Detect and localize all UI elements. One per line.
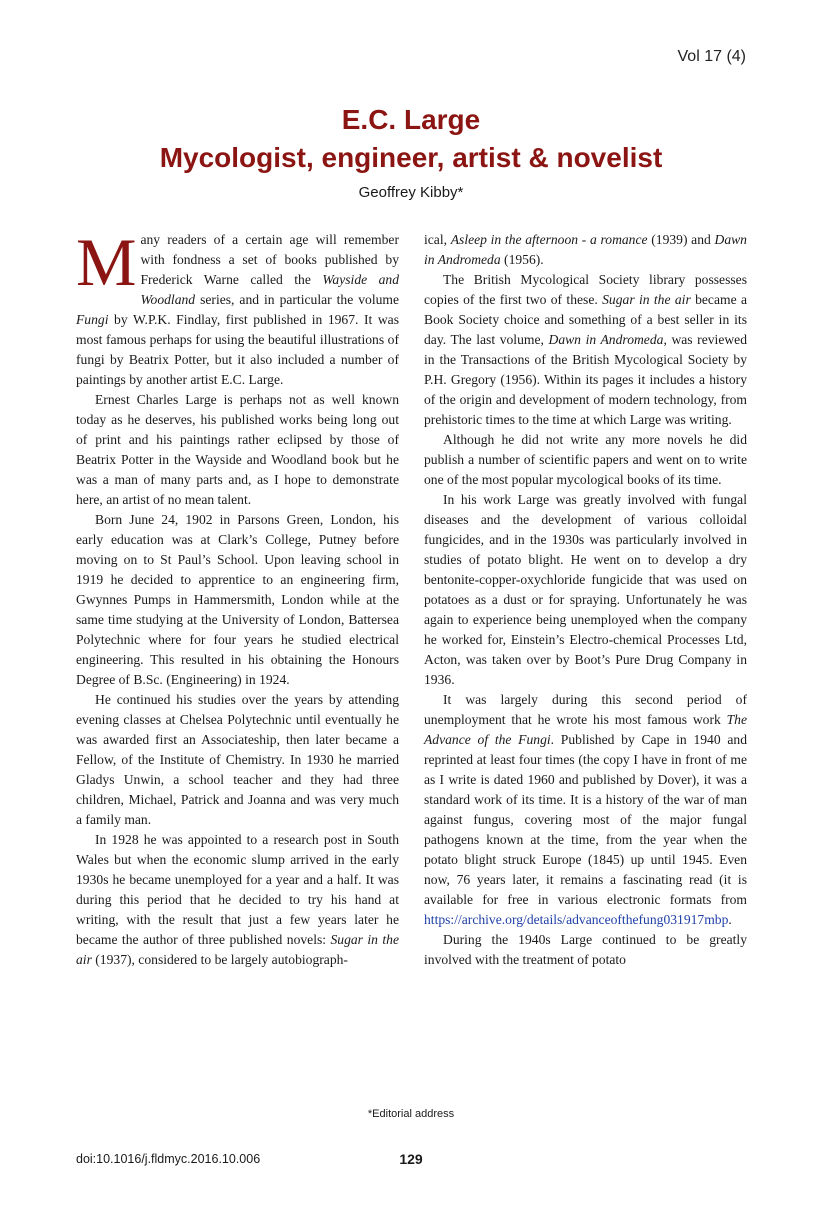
right-column [424,230,747,970]
volume-label: Vol 17 (4) [677,48,746,65]
drop-cap: M [76,224,137,300]
archive-link[interactable]: https://archive.org/details/advanceofthefung031917mbp [424,912,729,927]
left-column [76,224,399,970]
paragraph: ical, Asleep in the afternoon - a romance (1939) and Dawn in Andromeda (1956). [424,232,747,267]
article-subtitle: Mycologist, engineer, artist & novelist [159,142,663,173]
paragraph: Many readers of a certain age will remember with fondness a set of books published by Frederick Warne called the Wayside and Woodland series, and in particular the volume Fungi by W.P.K. Findlay, first published in 1967. It was most famous perhaps for using the beautiful illustrations of fungi by Beatrix Potter, but it also included a number of paintings by another artist E.C. Large. [76,224,399,387]
paragraph: Ernest Charles Large is perhaps not as well known today as he deserves, his published works being long out of print and his paintings rather eclipsed by those of Beatrix Potter in the Wayside and Woodland book but he was a man of many parts and, as I hope to demonstrate here, an artist of no mean talent. [76,392,399,507]
paragraph: In 1928 he was appointed to a research post in South Wales but when the economic slump arrived in the early 1930s he became unemployed for a year and a half. It was during this period that he decided to try his hand at writing, with the result that just a few years later he became the author of three published novels: Sugar in the air (1937), considered to be largely autobiograph- [76,832,399,967]
page-number: 129 [399,1151,423,1167]
footnote: *Editorial address [367,1108,455,1120]
doi-label: doi:10.1016/j.fldmyc.2016.10.006 [76,1152,261,1166]
paragraph: Born June 24, 1902 in Parsons Green, London, his early education was at Clark’s College, Putney before moving on to St Paul’s School. Upon leaving school in 1919 he decided to apprentice to an engineering firm, Gwynnes Pumps in Hammersmith, London while at the same time studying at the University of London, Battersea Polytechnic where for four years he studied electrical engineering. This resulted in his obtaining the Honours Degree of B.Sc. (Engineering) in 1924. [76,512,399,687]
article-title: E.C. Large [341,104,481,135]
article-author: Geoffrey Kibby* [358,184,464,201]
paragraph: It was largely during this second period of unemployment that he wrote his most famous work The Advance of the Fungi. Published by Cape in 1940 and reprinted at least four times (the copy I have in front of me as I write is dated 1960 and published by Dover), it was a standard work of its time. It is a history of the war of man against fungus, covering most of the major fungal pathogens known at the time, from the year when the potato blight struck Europe (1845) up until 1945. Even now, 76 years later, it remains a fascinating read (it is available for free in various electronic formats from https://archive.org/details/advanceofthefung031917mbp. [424,692,747,927]
paragraph: During the 1940s Large continued to be greatly involved with the treatment of potato [424,932,747,967]
paragraph: Although he did not write any more novels he did publish a number of scientific papers and went on to write one of the most popular mycological books of its time. [424,432,747,487]
paragraph: He continued his studies over the years by attending evening classes at Chelsea Polytechnic until eventually he was awarded first an Associateship, then later became a Fellow, of the Institute of Chemistry. In 1930 he married Gladys Unwin, a school teacher and they had three children, Michael, Patrick and Joanna and was very much a family man. [76,692,399,827]
paragraph: The British Mycological Society library possesses copies of the first two of these. Sugar in the air became a Book Society choice and something of a best seller in its day. The last volume, Dawn in Andromeda, was reviewed in the Transactions of the British Mycological Society by P.H. Gregory (1956). Within its pages it includes a history of the origin and development of modern technology, from prehistoric times to the time at which Large was writing. [424,272,747,427]
paragraph: In his work Large was greatly involved with fungal diseases and the development of various colloidal fungicides, and in the 1930s was particularly involved in studies of potato blight. He went on to develop a dry bentonite-copper-oxychloride fungicide that was used on potatoes as a dust or for spraying. Unfortunately he was again to experience being unemployed when the company he worked for, Einstein’s Electro-chemical Processes Ltd, Acton, was taken over by Boot’s Pure Drug Company in 1936. [424,492,747,687]
